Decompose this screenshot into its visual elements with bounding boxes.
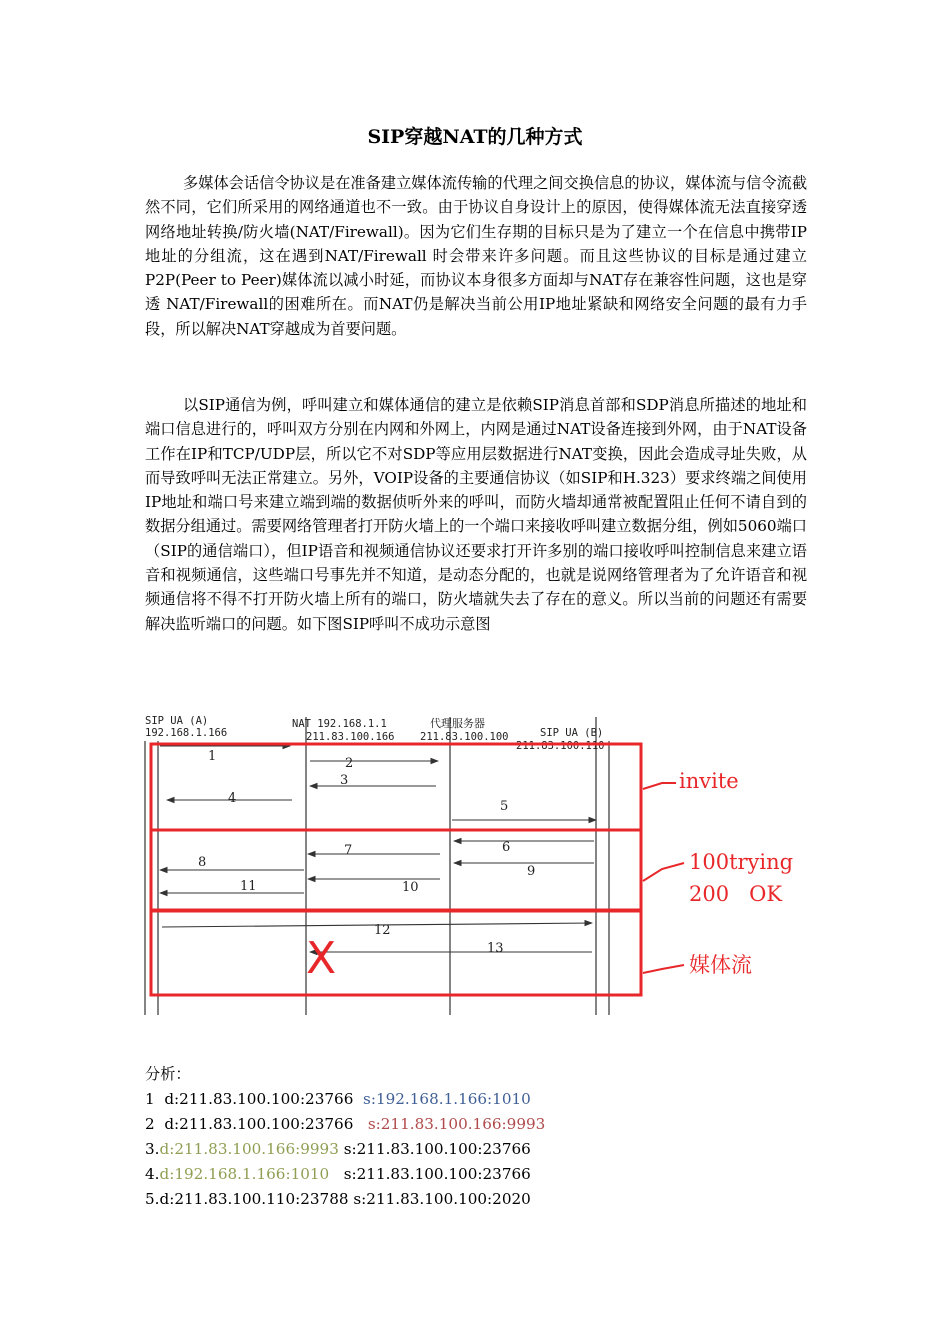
row-src: s:192.168.1.166:1010 <box>363 1090 531 1108</box>
row-src: s:211.83.100.100:23766 <box>343 1140 531 1158</box>
message-number: 5 <box>500 799 509 814</box>
analysis-row <box>145 1137 545 1162</box>
connector-invite <box>643 783 676 789</box>
entity-ua-a-name: SIP UA (A) <box>145 715 209 727</box>
message-number: 8 <box>198 855 207 870</box>
failure-x-mark: X <box>306 933 337 984</box>
analysis-row <box>145 1112 545 1137</box>
analysis-row <box>145 1162 545 1187</box>
intro-paragraph: 多媒体会话信令协议是在准备建立媒体流传输的代理之间交换信息的协议，媒体流与信令流截然不同，它们所采用的网络通道也不一致。由于协议自身设计上的原因，使得媒体流无法直接穿透网络地址转换/防火墙(NAT/Firewall)。因为它们生存期的目标只是为了建立一个在信息中携带IP地址的分组流，这在遇到NAT/Firewall 时会带来许多问题。而且这些协议的目标是通过建立P2P(Peer to Peer)媒体流以减小时延，而协议本身很多方面却与NAT存在兼容性问题，这也是穿透 NAT/Firewall的困难所在。而NAT仍是解决当前公用IP地址紧缺和网络安全问题的最有力手段，所以解决NAT穿越成为首要问题。 <box>145 174 807 338</box>
connector-response <box>643 863 684 881</box>
message-number: 9 <box>527 864 536 879</box>
entity-ua-b-name: SIP UA (B) <box>540 727 604 739</box>
sip-nat-call-diagram <box>140 705 820 1020</box>
entity-nat-address: 211.83.100.166 <box>306 731 395 743</box>
message-number: 2 <box>345 756 354 771</box>
phase-label-200ok: 200 OK <box>689 882 783 906</box>
phase-label-media: 媒体流 <box>689 953 752 977</box>
message-number: 4 <box>228 791 237 806</box>
entity-proxy-name: 代理服务器 <box>430 717 485 730</box>
message-number: 13 <box>487 941 504 956</box>
message-number: 6 <box>502 840 511 855</box>
analysis-row <box>145 1187 545 1212</box>
entity-nat-name: NAT 192.168.1.1 <box>292 718 387 730</box>
message-number: 7 <box>344 843 353 858</box>
row-src: s:211.83.100.100:23766 <box>343 1165 531 1183</box>
message-number: 12 <box>374 923 391 938</box>
message-number: 10 <box>402 880 419 895</box>
phase-box-invite <box>151 744 641 830</box>
page-title: SIP穿越NAT的几种方式 <box>367 126 583 148</box>
row-src: s:211.83.100.166:9993 <box>367 1115 546 1133</box>
row-prefix: 1 <box>145 1090 165 1108</box>
row-sep <box>353 1090 363 1108</box>
message-number: 11 <box>240 879 257 894</box>
phase-label-invite: invite <box>679 769 739 793</box>
analysis-section <box>145 1062 545 1212</box>
phase-label-100trying: 100trying <box>689 850 794 874</box>
row-prefix: 5. <box>145 1190 160 1208</box>
entity-proxy-address: 211.83.100.100 <box>420 731 509 743</box>
row-src: s:211.83.100.100:2020 <box>353 1190 531 1208</box>
row-prefix: 3. <box>145 1140 160 1158</box>
row-dest: d:211.83.100.100:23766 <box>164 1090 354 1108</box>
connector-media <box>643 965 684 973</box>
message-number: 1 <box>208 749 217 764</box>
row-sep <box>329 1165 343 1183</box>
row-sep <box>353 1115 367 1133</box>
entity-ua-b-address: 211.83.100.110 <box>516 740 605 752</box>
entity-ua-a-address: 192.168.1.166 <box>145 727 228 739</box>
row-dest: d:211.83.100.110:23788 <box>159 1190 349 1208</box>
row-dest: d:211.83.100.100:23766 <box>164 1115 354 1133</box>
analysis-heading: 分析： <box>145 1065 191 1083</box>
row-prefix: 4. <box>145 1165 160 1183</box>
row-dest: d:211.83.100.166:9993 <box>159 1140 339 1158</box>
analysis-row <box>145 1087 545 1112</box>
row-prefix: 2 <box>145 1115 165 1133</box>
message-number: 3 <box>340 773 349 788</box>
row-dest: d:192.168.1.166:1010 <box>159 1165 330 1183</box>
sip-example-paragraph: 以SIP通信为例，呼叫建立和媒体通信的建立是依赖SIP消息首部和SDP消息所描述的地址和端口信息进行的，呼叫双方分别在内网和外网上，内网是通过NAT设备连接到外网，由于NAT设备工作在IP和TCP/UDP层，所以它不对SDP等应用层数据进行NAT变换，因此会造成寻址失败，从而导致呼叫无法正常建立。另外，VOIP设备的主要通信协议（如SIP和H.323）要求终端之间使用IP地址和端口号来建立端到端的数据侦听外来的呼叫，而防火墙却通常被配置阻止任何不请自到的数据分组通过。需要网络管理者打开防火墙上的一个端口来接收呼叫建立数据分组，例如5060端口（SIP的通信端口），但IP语音和视频通信协议还要求打开许多别的端口接收呼叫控制信息来建立语音和视频通信，这些端口号事先并不知道，是动态分配的，也就是说网络管理者为了允许语音和视频通信将不得不打开防火墙上所有的端口，防火墙就失去了存在的意义。所以当前的问题还有需要解决监听端口的问题。如下图SIP呼叫不成功示意图 <box>145 396 807 633</box>
